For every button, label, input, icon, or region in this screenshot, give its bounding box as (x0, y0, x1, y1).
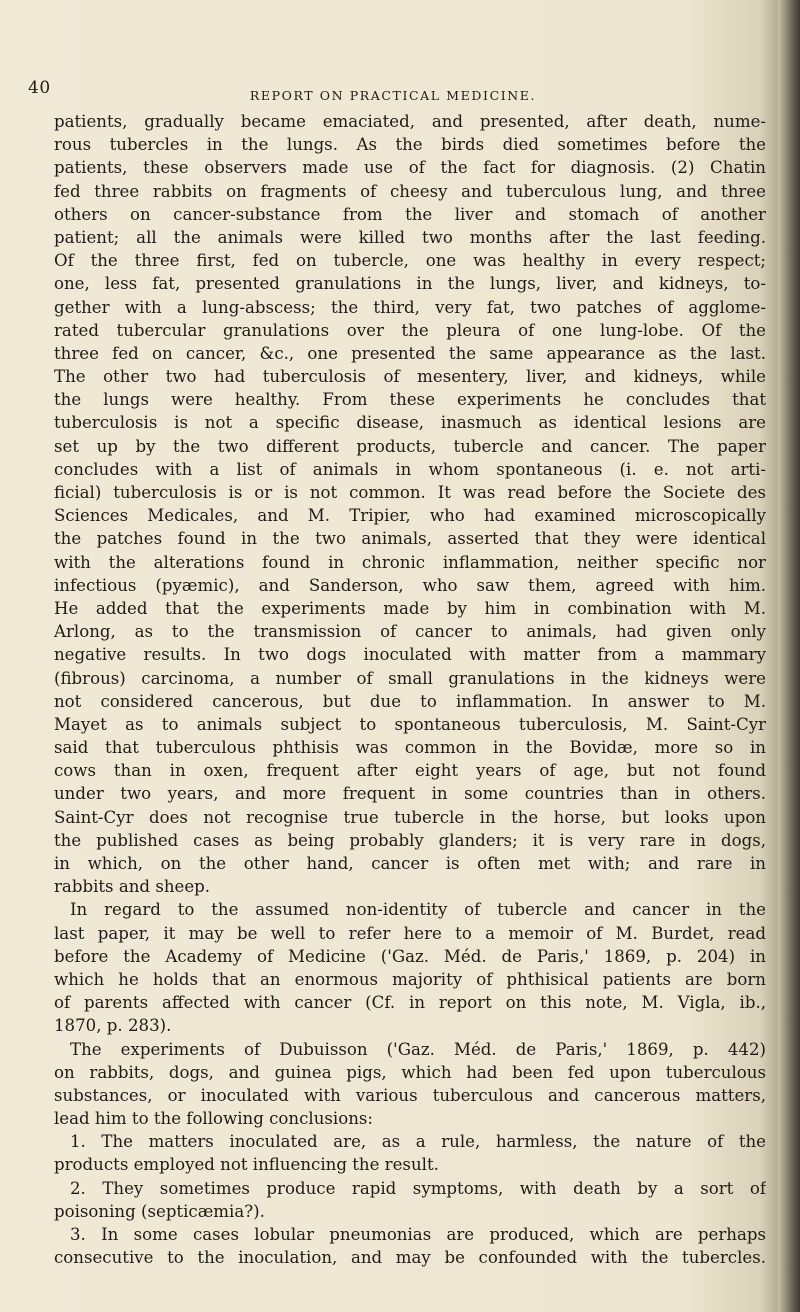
text-line: 2. They sometimes produce rapid symptoms, with death by a sort of (70, 1178, 766, 1198)
text-line: ficial) tuberculosis is or is not common. It was read before the Societe des (54, 483, 766, 502)
text-line: one, less fat, presented granulations in the lungs, liver, and kidneys, to- (54, 274, 766, 294)
page-edge-shadow (778, 0, 800, 1312)
text-line: products employed not influencing the result. (54, 1155, 439, 1175)
text-line: before the Academy of Medicine ('Gaz. Méd. de Paris,' 1869, p. 204) in (54, 946, 766, 966)
text-line: The experiments of Dubuisson ('Gaz. Méd. de Paris,' 1869, p. 442) (70, 1039, 766, 1059)
text-line: fed three rabbits on fragments of cheesy and tuberculous lung, and three (54, 181, 766, 201)
text-line: 1. The matters inoculated are, as a rule, harmless, the nature of the (70, 1132, 766, 1152)
text-line: the lungs were healthy. From these experiments he concludes that (54, 390, 766, 410)
text-line: Sciences Medicales, and M. Tripier, who had examined microscopically (54, 506, 766, 526)
text-line: Of the three first, fed on tubercle, one was healthy in every respect; (54, 251, 766, 271)
text-line: 1870, p. 283). (54, 1016, 172, 1036)
text-line: rated tubercular granulations over the pleura of one lung-lobe. Of the (54, 320, 766, 340)
text-line: In regard to the assumed non-identity of tubercle and cancer in the (70, 900, 766, 920)
text-line: which he holds that an enormous majority of phthisical patients are born (54, 969, 766, 989)
text-line: (fibrous) carcinoma, a number of small granulations in the kidneys were (54, 668, 766, 688)
text-line: on rabbits, dogs, and guinea pigs, which had been fed upon tuberculous (54, 1062, 766, 1082)
text-line: lead him to the following conclusions: (54, 1109, 374, 1129)
text-line: The other two had tuberculosis of mesentery, liver, and kidneys, while (54, 367, 766, 387)
text-line: Arlong, as to the transmission of cancer to animals, had given only (54, 622, 766, 642)
text-line: consecutive to the inoculation, and may be confounded with the tubercles. (54, 1248, 766, 1268)
text-line: gether with a lung-abscess; the third, very fat, two patches of agglome- (54, 297, 766, 317)
text-line: poisoning (septicæmia?). (54, 1201, 265, 1221)
text-line: rous tubercles in the lungs. As the birds died sometimes before the (54, 135, 766, 155)
page-number: 40 (28, 78, 51, 98)
text-line: others on cancer-substance from the liver and stomach of another (54, 204, 766, 224)
text-line: not considered cancerous, but due to inflammation. In answer to M. (54, 691, 766, 711)
text-line: the published cases as being probably glanders; it is very rare in dogs, (54, 830, 766, 850)
text-line: last paper, it may be well to refer here to a memoir of M. Burdet, read (54, 923, 766, 943)
text-line: in which, on the other hand, cancer is often met with; and rare in (54, 854, 766, 873)
text-line: of parents affected with cancer (Cf. in report on this note, M. Vigla, ib., (54, 993, 766, 1013)
text-line: Saint-Cyr does not recognise true tubercle in the horse, but looks upon (54, 807, 766, 827)
text-line: substances, or inoculated with various tuberculous and cancerous matters, (54, 1085, 766, 1105)
body-text (54, 110, 766, 1269)
text-line: negative results. In two dogs inoculated with matter from a mammary (54, 645, 766, 665)
text-line: infectious (pyæmic), and Sanderson, who saw them, agreed with him. (54, 575, 766, 595)
text-line: 3. In some cases lobular pneumonias are produced, which are perhaps (70, 1225, 766, 1244)
text-line: rabbits and sheep. (54, 877, 211, 897)
text-line: said that tuberculous phthisis was common in the Bovidæ, more so in (54, 738, 766, 758)
text-line: under two years, and more frequent in some countries than in others. (54, 784, 766, 804)
text-line: three fed on cancer, &c., one presented the same appearance as the last. (54, 343, 766, 363)
running-head: REPORT ON PRACTICAL MEDICINE. (249, 88, 537, 103)
text-line: set up by the two different products, tubercle and cancer. The paper (54, 436, 766, 456)
text-line: He added that the experiments made by him in combination with M. (54, 598, 766, 618)
text-line: the patches found in the two animals, asserted that they were identical (54, 529, 766, 549)
text-line: patients, gradually became emaciated, and presented, after death, nume- (54, 112, 766, 131)
text-line: cows than in oxen, frequent after eight years of age, but not found (54, 761, 766, 781)
text-line: concludes with a list of animals in whom spontaneous (i. e. not arti- (54, 459, 766, 479)
page-header (28, 78, 758, 104)
text-line: patients, these observers made use of the fact for diagnosis. (2) Chatin (54, 158, 766, 178)
text-line: patient; all the animals were killed two months after the last feeding. (54, 227, 766, 247)
text-line: with the alterations found in chronic inflammation, neither specific nor (54, 552, 766, 572)
text-line: Mayet as to animals subject to spontaneous tuberculosis, M. Saint-Cyr (54, 714, 766, 734)
text-line: tuberculosis is not a specific disease, inasmuch as identical lesions are (54, 413, 766, 433)
